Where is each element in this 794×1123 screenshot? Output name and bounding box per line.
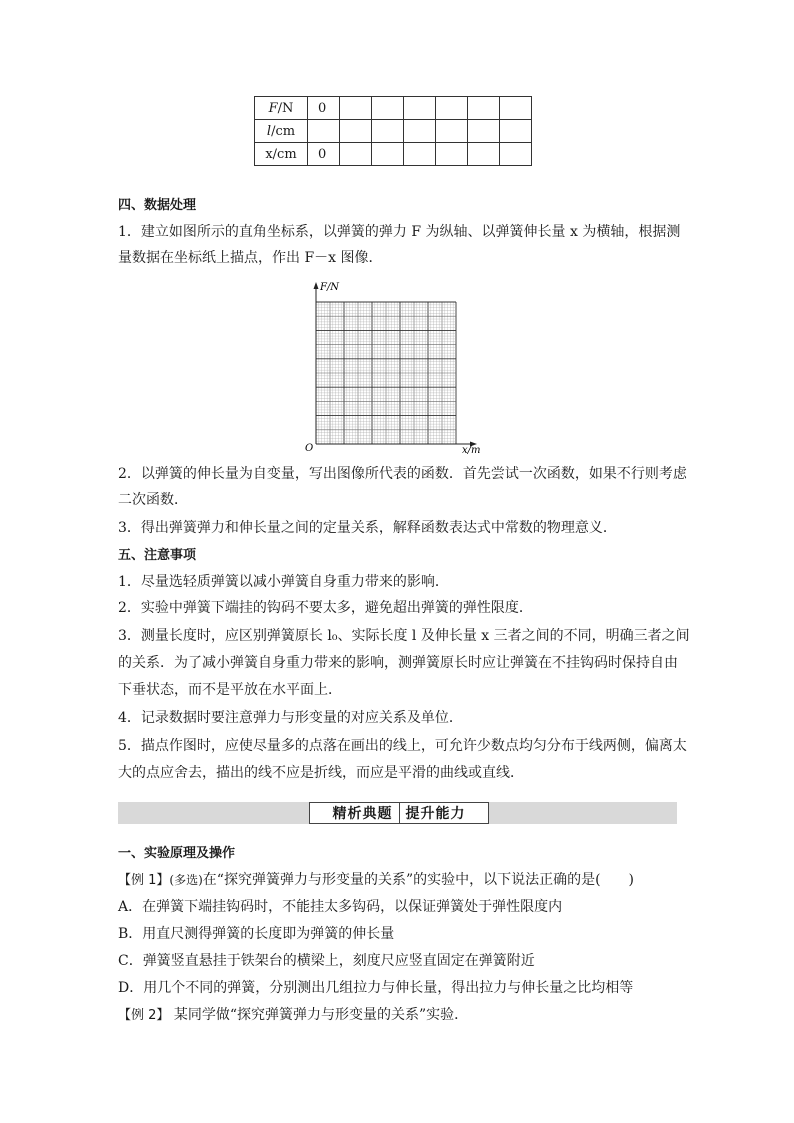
- data-table: [254, 96, 532, 166]
- note-5-line-1: 5．描点作图时，应使尽量多的点落在画出的线上，可允许少数点均匀分布于线两侧，偏离太: [118, 738, 687, 754]
- table-cell: [340, 120, 372, 143]
- note-4: 4．记录数据时要注意弹力与形变量的对应关系及单位．: [118, 710, 463, 726]
- section-heading-data-processing: 四、数据处理: [118, 198, 197, 213]
- table-cell: [340, 97, 372, 120]
- table-cell: [436, 120, 468, 143]
- row-header: x/cm: [255, 143, 308, 166]
- origin-label: O: [305, 443, 314, 454]
- x-axis-label: x/m: [462, 445, 481, 456]
- banner-title-box: [309, 802, 489, 824]
- banner-divider: [399, 802, 400, 824]
- row-header: F/N: [255, 97, 308, 120]
- table-cell: [308, 120, 340, 143]
- option-b: B．用直尺测得弹簧的长度即为弹簧的伸长量: [118, 926, 395, 942]
- note-1: 1．尽量选轻质弹簧以减小弹簧自身重力带来的影响．: [118, 574, 449, 590]
- y-axis-label: F/N: [320, 282, 340, 293]
- table-cell: [372, 97, 404, 120]
- row-header: l/cm: [255, 120, 308, 143]
- table-row: [255, 120, 532, 143]
- table-cell: [404, 120, 436, 143]
- examples-heading: 一、实验原理及操作: [118, 846, 236, 861]
- paragraph-2-line-2: 二次函数．: [118, 492, 188, 508]
- table-cell: 0: [308, 97, 340, 120]
- table-cell: [468, 97, 500, 120]
- section-heading-precautions: 五、注意事项: [118, 548, 197, 563]
- paragraph-1-line-1: 1．建立如图所示的直角坐标系，以弹簧的弹力 F 为纵轴、以弹簧伸长量 x 为横轴，根据测: [118, 224, 681, 240]
- banner-right-label: 提升能力: [405, 806, 466, 822]
- table-cell: [372, 143, 404, 166]
- coordinate-grid-graph: [300, 280, 490, 460]
- table-row: [255, 97, 532, 120]
- paragraph-2-line-1: 2．以弹簧的伸长量为自变量，写出图像所代表的函数．首先尝试一次函数，如果不行则考虑: [118, 466, 687, 482]
- table-cell: [500, 97, 532, 120]
- banner-left-label: 精析典题: [332, 806, 393, 822]
- table-row: [255, 143, 532, 166]
- section-banner: [118, 802, 677, 824]
- paragraph-3: 3．得出弹簧弹力和伸长量之间的定量关系，解释函数表达式中常数的物理意义．: [118, 520, 617, 536]
- example-1-tag: 【例 1】: [118, 873, 170, 888]
- table-cell: [436, 143, 468, 166]
- example-1-text: 在“探究弹簧弹力与形变量的关系”的实验中，以下说法正确的是( ): [202, 872, 635, 888]
- grid-paper: [316, 302, 456, 444]
- table-cell: 0: [308, 143, 340, 166]
- table-cell: [372, 120, 404, 143]
- option-d: D．用几个不同的弹簧，分别测出几组拉力与伸长量，得出拉力与伸长量之比均相等: [118, 980, 634, 996]
- note-3-line-1: 3．测量长度时，应区别弹簧原长 l₀、实际长度 l 及伸长量 x 三者之间的不同，明确三者之间: [118, 628, 690, 644]
- example-1-multi-select: (多选): [169, 873, 203, 887]
- table-cell: [468, 143, 500, 166]
- table-cell: [436, 97, 468, 120]
- table-cell: [404, 143, 436, 166]
- table-cell: [340, 143, 372, 166]
- example-2-question: [118, 1005, 468, 1026]
- paragraph-1-line-2: 量数据在坐标纸上描点，作出 F－x 图像．: [118, 250, 383, 266]
- example-2-tag: 【例 2】: [118, 1008, 170, 1023]
- table-cell: [468, 120, 500, 143]
- note-3-line-2: 的关系．为了减小弹簧自身重力带来的影响，测弹簧原长时应让弹簧在不挂钩码时保持自由: [118, 655, 678, 671]
- y-axis-arrow-icon: [314, 282, 319, 289]
- table-cell: [500, 120, 532, 143]
- table-cell: [500, 143, 532, 166]
- note-3-line-3: 下垂状态，而不是平放在水平面上．: [118, 682, 342, 698]
- example-1-question: [118, 870, 634, 891]
- table-cell: [404, 97, 436, 120]
- note-5-line-2: 大的点应舍去，描出的线不应是折线，而应是平滑的曲线或直线．: [118, 765, 524, 781]
- option-a: A．在弹簧下端挂钩码时，不能挂太多钩码，以保证弹簧处于弹性限度内: [118, 899, 563, 915]
- example-2-text: 某同学做“探究弹簧弹力与形变量的关系”实验．: [173, 1007, 469, 1023]
- note-2: 2．实验中弹簧下端挂的钩码不要太多，避免超出弹簧的弹性限度．: [118, 600, 533, 616]
- option-c: C．弹簧竖直悬挂于铁架台的横梁上，刻度尺应竖直固定在弹簧附近: [118, 953, 535, 969]
